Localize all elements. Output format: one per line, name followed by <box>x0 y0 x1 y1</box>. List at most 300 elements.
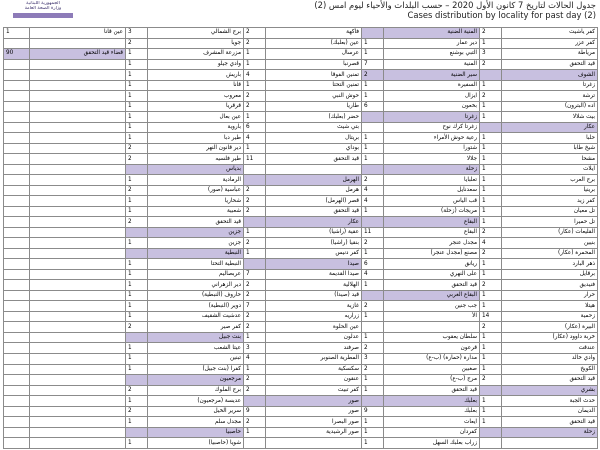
locality-name-cell: تبنين <box>148 353 244 364</box>
table-row <box>4 406 598 417</box>
case-count-cell: 1 <box>480 301 502 312</box>
locality-name-cell <box>30 164 126 175</box>
locality-name-cell: تمنين الفوقا <box>266 70 362 81</box>
case-count-cell <box>362 217 384 228</box>
locality-name-cell: عين الحلوة <box>266 322 362 333</box>
case-count-cell: 2 <box>126 143 148 154</box>
locality-name-cell: باريش <box>148 70 244 81</box>
locality-name-cell: السفيرة <box>384 80 480 91</box>
case-count-cell <box>480 427 502 438</box>
case-count-cell: 1 <box>480 396 502 407</box>
table-row <box>4 322 598 333</box>
case-count-cell <box>4 164 30 175</box>
locality-name-cell: تل حميرا <box>502 217 598 228</box>
locality-name-cell: حاروف (النبطية) <box>148 290 244 301</box>
locality-name-cell: كفر ياشيت <box>502 28 598 39</box>
locality-name-cell: عباسية (صور) <box>148 185 244 196</box>
locality-name-cell: سير الضنية <box>384 70 480 81</box>
case-count-cell: 6 <box>362 259 384 270</box>
case-count-cell <box>4 38 30 49</box>
case-count-cell: 1 <box>480 406 502 417</box>
locality-name-cell: عنقون <box>266 375 362 386</box>
case-count-cell: 7 <box>244 269 266 280</box>
case-count-cell: 4 <box>362 196 384 207</box>
case-count-cell <box>480 385 502 396</box>
locality-name-cell: طير فلسيه <box>148 154 244 165</box>
case-count-cell: 1 <box>480 80 502 91</box>
case-count-cell <box>362 164 384 175</box>
case-count-cell: 1 <box>126 353 148 364</box>
case-count-cell <box>4 143 30 154</box>
locality-name-cell <box>266 164 362 175</box>
case-count-cell <box>244 259 266 270</box>
locality-name-cell: الديمان <box>502 406 598 417</box>
case-count-cell <box>126 227 148 238</box>
locality-name-cell: شعبية <box>148 206 244 217</box>
case-count-cell: 1 <box>362 248 384 259</box>
locality-name-cell: جلالا <box>384 154 480 165</box>
table-row <box>4 385 598 396</box>
table-row <box>4 133 598 144</box>
case-count-cell <box>4 322 30 333</box>
case-count-cell <box>4 70 30 81</box>
case-count-cell: 1 <box>126 417 148 428</box>
case-count-cell: 1 <box>126 364 148 375</box>
table-row <box>4 70 598 81</box>
case-count-cell: 1 <box>126 280 148 291</box>
case-count-cell: 1 <box>126 290 148 301</box>
case-count-cell: 1 <box>362 38 384 49</box>
case-count-cell <box>4 343 30 354</box>
case-count-cell: 1 <box>362 133 384 144</box>
locality-name-cell: بدياس <box>148 164 244 175</box>
locality-name-cell <box>30 101 126 112</box>
case-count-cell: 2 <box>244 206 266 217</box>
logo-line-1: الجمهورية اللبنانية <box>26 1 60 6</box>
case-count-cell: 1 <box>126 311 148 322</box>
case-count-cell <box>4 175 30 186</box>
locality-name-cell: مريجات (زحلة) <box>384 206 480 217</box>
locality-name-cell: برقايل <box>502 269 598 280</box>
case-count-cell: 4 <box>244 353 266 364</box>
cases-table <box>3 27 598 449</box>
locality-name-cell: قصرنبا <box>266 59 362 70</box>
case-count-cell: 2 <box>126 322 148 333</box>
case-count-cell: 1 <box>480 38 502 49</box>
locality-name-cell: ايزال <box>384 91 480 102</box>
locality-name-cell: الشوف <box>502 70 598 81</box>
locality-name-cell: صرفند <box>266 343 362 354</box>
case-count-cell <box>4 154 30 165</box>
locality-name-cell <box>30 122 126 133</box>
case-count-cell: 1 <box>126 91 148 102</box>
locality-name-cell <box>30 227 126 238</box>
table-row <box>4 154 598 165</box>
locality-name-cell <box>30 70 126 81</box>
case-count-cell <box>4 417 30 428</box>
locality-name-cell: عرسال <box>266 49 362 60</box>
table-row <box>4 343 598 354</box>
case-count-cell: 1 <box>362 91 384 102</box>
locality-name-cell: شحاريا <box>148 196 244 207</box>
locality-name-cell: كفردان <box>384 427 480 438</box>
locality-name-cell <box>30 206 126 217</box>
locality-name-cell <box>30 353 126 364</box>
case-count-cell <box>126 164 148 175</box>
locality-name-cell <box>30 248 126 259</box>
table-row <box>4 143 598 154</box>
locality-name-cell <box>30 385 126 396</box>
locality-name-cell: تل معيان <box>502 206 598 217</box>
locality-name-cell: طير دبا <box>148 133 244 144</box>
case-count-cell: 2 <box>480 375 502 386</box>
locality-name-cell: زغرتا <box>502 80 598 91</box>
case-count-cell: 2 <box>362 301 384 312</box>
locality-name-cell: جزين <box>148 238 244 249</box>
locality-name-cell: خربة داوود (عكار) <box>502 332 598 343</box>
locality-name-cell <box>30 375 126 386</box>
case-count-cell <box>126 375 148 386</box>
case-count-cell <box>480 70 502 81</box>
table-row <box>4 364 598 375</box>
locality-name-cell: بعلبك <box>384 396 480 407</box>
locality-name-cell: حوش النبي <box>266 91 362 102</box>
case-count-cell: 2 <box>244 417 266 428</box>
case-count-cell: 2 <box>244 196 266 207</box>
case-count-cell: 2 <box>480 227 502 238</box>
case-count-cell: 1 <box>126 301 148 312</box>
case-count-cell: 7 <box>244 301 266 312</box>
locality-name-cell <box>384 322 480 333</box>
case-count-cell <box>126 427 148 438</box>
case-count-cell: 3 <box>126 28 148 39</box>
locality-name-cell <box>30 417 126 428</box>
locality-name-cell: بنقيا (راشيا) <box>266 238 362 249</box>
locality-name-cell: البقاع <box>384 227 480 238</box>
locality-name-cell <box>30 290 126 301</box>
case-count-cell: 1 <box>126 122 148 133</box>
locality-name-cell <box>30 406 126 417</box>
locality-name-cell <box>30 396 126 407</box>
table-row <box>4 301 598 312</box>
case-count-cell: 2 <box>362 343 384 354</box>
case-count-cell <box>244 164 266 175</box>
case-count-cell: 2 <box>126 385 148 396</box>
case-count-cell: 4 <box>362 185 384 196</box>
case-count-cell: 1 <box>362 438 384 449</box>
locality-name-cell: النبطية <box>148 248 244 259</box>
case-count-cell: 2 <box>126 406 148 417</box>
table-row <box>4 248 598 259</box>
locality-name-cell: كفرا (بنت جبيل) <box>148 364 244 375</box>
case-count-cell <box>4 238 30 249</box>
locality-name-cell: زغرتا كرك نوح <box>384 122 480 133</box>
locality-name-cell: حاصبيا <box>148 427 244 438</box>
case-count-cell: 1 <box>244 364 266 375</box>
table-row <box>4 217 598 228</box>
case-count-cell <box>4 332 30 343</box>
locality-name-cell: سكسكية <box>266 364 362 375</box>
locality-name-cell <box>30 301 126 312</box>
case-count-cell <box>480 438 502 449</box>
case-count-cell: 2 <box>244 280 266 291</box>
locality-name-cell: زحمية <box>502 311 598 322</box>
case-count-cell: 1 <box>244 227 266 238</box>
case-count-cell <box>4 112 30 123</box>
case-count-cell <box>4 406 30 417</box>
case-count-cell <box>4 196 30 207</box>
locality-name-cell: بنت جبيل <box>148 332 244 343</box>
table-row <box>4 332 598 343</box>
locality-name-cell: ايلات <box>502 164 598 175</box>
case-count-cell: 1 <box>480 164 502 175</box>
case-count-cell: 1 <box>126 49 148 60</box>
locality-name-cell <box>30 196 126 207</box>
locality-name-cell <box>502 438 598 449</box>
locality-name-cell: التبي بوشنع <box>384 49 480 60</box>
table-row <box>4 311 598 322</box>
locality-name-cell <box>30 332 126 343</box>
locality-name-cell: بيت شلالا <box>502 112 598 123</box>
locality-name-cell: سرير الخيل <box>148 406 244 417</box>
title-arabic: جدول الحالات لتاريخ 7 كانون الأول 2020 – حسب البلدات والأحياء ليوم امس (2) <box>314 0 596 10</box>
locality-name-cell: حدث الجبة <box>502 396 598 407</box>
case-count-cell <box>4 375 30 386</box>
locality-name-cell <box>30 259 126 270</box>
locality-name-cell: الهرمل <box>266 175 362 186</box>
case-count-cell: 2 <box>244 185 266 196</box>
locality-name-cell: الكويخ <box>502 364 598 375</box>
table-row <box>4 101 598 112</box>
case-count-cell: 1 <box>480 364 502 375</box>
locality-name-cell: اده (البترون) <box>502 101 598 112</box>
case-count-cell: 2 <box>480 322 502 333</box>
case-count-cell <box>362 112 384 123</box>
locality-name-cell <box>30 59 126 70</box>
case-count-cell <box>4 91 30 102</box>
case-count-cell: 6 <box>244 122 266 133</box>
locality-name-cell: عين (بعلبك) <box>266 38 362 49</box>
table-row <box>4 438 598 449</box>
case-count-cell: 1 <box>362 154 384 165</box>
locality-name-cell: برج الملوك <box>148 385 244 396</box>
case-count-cell <box>4 206 30 217</box>
locality-name-cell: عين بعال <box>148 112 244 123</box>
case-count-cell <box>4 248 30 259</box>
table-row <box>4 290 598 301</box>
locality-name-cell: مزرعة المشرف <box>148 49 244 60</box>
case-count-cell: 2 <box>480 28 502 39</box>
locality-name-cell: بخعون <box>384 101 480 112</box>
locality-name-cell: البيرة (عكار) <box>502 322 598 333</box>
case-count-cell: 1 <box>4 28 30 39</box>
case-count-cell <box>4 385 30 396</box>
case-count-cell <box>4 80 30 91</box>
locality-name-cell: مجدل سلم <box>148 417 244 428</box>
locality-name-cell: كفر دنيس <box>266 248 362 259</box>
case-count-cell: 1 <box>480 143 502 154</box>
locality-name-cell: برج الشمالي <box>148 28 244 39</box>
locality-name-cell: معروب <box>148 91 244 102</box>
locality-name-cell: باروية <box>148 122 244 133</box>
table-row <box>4 196 598 207</box>
case-count-cell <box>480 122 502 133</box>
locality-name-cell: سعدنايل <box>384 185 480 196</box>
locality-name-cell: حرار <box>502 290 598 301</box>
case-count-cell: 6 <box>362 101 384 112</box>
case-count-cell <box>4 101 30 112</box>
logo-bar-icon <box>13 13 73 18</box>
case-count-cell: 3 <box>362 353 384 364</box>
locality-name-cell: عيتا الشعب <box>148 343 244 354</box>
case-count-cell: 1 <box>244 112 266 123</box>
locality-name-cell: زحلة <box>384 164 480 175</box>
locality-name-cell: قيد التحقق <box>384 385 480 396</box>
case-count-cell: 1 <box>244 427 266 438</box>
case-count-cell: 2 <box>480 248 502 259</box>
case-count-cell: 1 <box>362 80 384 91</box>
locality-name-cell: قيد التحقق <box>266 206 362 217</box>
case-count-cell: 1 <box>126 59 148 70</box>
case-count-cell: 1 <box>126 196 148 207</box>
case-count-cell: 2 <box>126 154 148 165</box>
case-count-cell: 2 <box>126 217 148 228</box>
locality-name-cell <box>30 38 126 49</box>
case-count-cell: 1 <box>126 101 148 112</box>
locality-name-cell <box>30 322 126 333</box>
case-count-cell: 2 <box>126 185 148 196</box>
locality-name-cell: قرعون <box>384 343 480 354</box>
case-count-cell: 1 <box>480 101 502 112</box>
locality-name-cell: عين قانا <box>30 28 126 39</box>
locality-name-cell: دوير (النبطية) <box>148 301 244 312</box>
case-count-cell <box>4 227 30 238</box>
locality-name-cell: تمنين التحتا <box>266 80 362 91</box>
locality-name-cell <box>30 185 126 196</box>
locality-name-cell <box>30 143 126 154</box>
case-count-cell <box>244 217 266 228</box>
case-count-cell <box>4 353 30 364</box>
locality-name-cell: وادي خالد <box>502 353 598 364</box>
table-row <box>4 80 598 91</box>
locality-name-cell: الرمادية <box>148 175 244 186</box>
locality-name-cell: بعلبك <box>384 406 480 417</box>
locality-name-cell: عدشيت الشقيف <box>148 311 244 322</box>
case-count-cell: 1 <box>480 217 502 228</box>
case-count-cell: 1 <box>126 80 148 91</box>
case-count-cell: 2 <box>244 375 266 386</box>
locality-name-cell <box>30 217 126 228</box>
locality-name-cell: مرج (ب-ع) <box>384 375 480 386</box>
locality-name-cell: البقاع <box>384 217 480 228</box>
locality-name-cell: صور <box>266 396 362 407</box>
case-count-cell: 1 <box>126 438 148 449</box>
locality-name-cell <box>30 280 126 291</box>
case-count-cell: 2 <box>244 38 266 49</box>
locality-name-cell <box>266 438 362 449</box>
case-count-cell: 2 <box>244 28 266 39</box>
case-count-cell <box>4 364 30 375</box>
case-count-cell: 2 <box>244 290 266 301</box>
title-english: Cases distribution by locality for past day (2) <box>407 10 596 20</box>
locality-name-cell: قضاء قيد التحقق <box>30 49 126 60</box>
locality-name-cell: تعلبايا <box>384 175 480 186</box>
locality-name-cell: حلبا <box>502 133 598 144</box>
locality-name-cell: جب جنين <box>384 301 480 312</box>
case-count-cell: 2 <box>126 38 148 49</box>
case-count-cell <box>4 396 30 407</box>
table-row <box>4 238 598 249</box>
case-count-cell: 1 <box>126 343 148 354</box>
case-count-cell: 1 <box>126 206 148 217</box>
case-count-cell: 1 <box>480 112 502 123</box>
case-count-cell: 1 <box>480 259 502 270</box>
case-count-cell: 1 <box>126 238 148 249</box>
case-count-cell: 1 <box>480 133 502 144</box>
case-count-cell <box>4 59 30 70</box>
locality-name-cell: مرياطة <box>502 49 598 60</box>
locality-name-cell: صور البصرا <box>266 417 362 428</box>
case-count-cell: 2 <box>244 91 266 102</box>
locality-name-cell: مرجعيون <box>148 375 244 386</box>
case-count-cell: 1 <box>480 196 502 207</box>
table-row <box>4 427 598 438</box>
table-row <box>4 259 598 270</box>
case-count-cell <box>4 438 30 449</box>
table-row <box>4 353 598 364</box>
case-count-cell: 1 <box>480 417 502 428</box>
locality-name-cell: قيد التحقق <box>148 217 244 228</box>
locality-name-cell <box>30 80 126 91</box>
case-count-cell: 2 <box>244 385 266 396</box>
locality-name-cell: غازية <box>266 301 362 312</box>
case-count-cell: 3 <box>244 343 266 354</box>
case-count-cell: 9 <box>362 406 384 417</box>
case-count-cell: 1 <box>480 343 502 354</box>
locality-name-cell: على النهري <box>384 269 480 280</box>
case-count-cell <box>362 28 384 39</box>
case-count-cell: 3 <box>480 49 502 60</box>
case-count-cell: 1 <box>126 133 148 144</box>
case-count-cell <box>362 290 384 301</box>
locality-name-cell <box>30 269 126 280</box>
locality-name-cell: عدلون <box>266 332 362 343</box>
table-row <box>4 185 598 196</box>
locality-name-cell <box>30 133 126 144</box>
locality-name-cell: كفر تبيت <box>266 385 362 396</box>
locality-name-cell: صيدا القديمة <box>266 269 362 280</box>
locality-name-cell <box>30 311 126 322</box>
locality-name-cell: سلطان يعقوب <box>384 332 480 343</box>
locality-name-cell: عقية (راشيا) <box>266 227 362 238</box>
case-count-cell: 1 <box>126 259 148 270</box>
case-count-cell <box>4 311 30 322</box>
locality-name-cell: صور الرشيدية <box>266 427 362 438</box>
case-count-cell: 4 <box>244 133 266 144</box>
case-count-cell: 2 <box>244 322 266 333</box>
locality-name-cell: شويا (حاصبيا) <box>148 438 244 449</box>
locality-name-cell: ايعات <box>384 417 480 428</box>
locality-name-cell <box>30 438 126 449</box>
locality-name-cell <box>30 427 126 438</box>
table-row <box>4 91 598 102</box>
case-count-cell: 1 <box>362 417 384 428</box>
case-count-cell <box>4 122 30 133</box>
locality-name-cell: قيد التحقق <box>502 375 598 386</box>
case-count-cell <box>126 248 148 259</box>
case-count-cell: 2 <box>244 101 266 112</box>
locality-name-cell: برينيا <box>502 185 598 196</box>
